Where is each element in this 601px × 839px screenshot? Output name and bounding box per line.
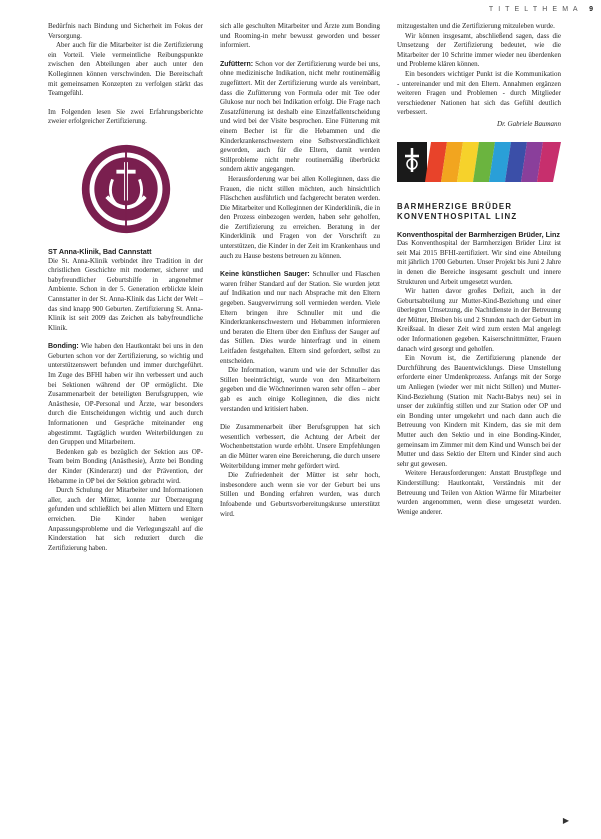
paragraph: Die Information, warum und wie der Schnuller das Stillen beeinträchtigt, wurde von den Mitarbeitern gegeben und die Wöchnerinnen waren sehr offen – aber gab es auch einige Kolleginnen, die dies nicht verstanden und kritisiert haben.	[220, 366, 380, 413]
paragraph: Weitere Herausforderungen: Anstatt Brustpflege und Kinderstillung: Hautkontakt, Verständnis mit der Betreuung und Teilen von Aktion Wärme für Mitarbeiter wurden angenommen, wenn diese umgesetzt wurden. Wenige anderer.	[397, 469, 561, 516]
brand-mark	[397, 142, 561, 192]
lead-in: Keine künstlichen Sauger:	[220, 271, 310, 279]
paragraph: Die St. Anna-Klinik verbindet ihre Tradition in der christlichen Geschichte mit moderner, sicherer und babyfreundlicher Geburtshilfe in angenehmer Ambiente. Schon in der 5. Generation erblickte klein Cannstatter in der St. Anna-Klinik das Licht der Welt – das sind knapp 900 Geburten. Zertifizierung St. Anna-Klinik ist seit 2009 das Zeichen als babyfreundliche Klinik.	[48, 256, 203, 332]
st-anna-klinik-logo	[78, 141, 174, 237]
paragraph	[220, 270, 380, 366]
section-heading: ST Anna-Klinik, Bad Cannstatt	[48, 246, 152, 256]
author-signature: Dr. Gabriele Baumann	[497, 119, 561, 128]
paragraph-text: Schnuller und Flaschen waren früher Standard auf der Station. Sie wurden jetzt auf Indikation und nur nach Absprache mit den Eltern gegeben. Saugverwirrung soll vermieden werden. Viele Eltern bringen ihre Schnuller mit und die Kinderkrankenschwestern und Hebammen informieren und beraten die Eltern über den Einfluss der Sauger auf das Stillen. Dies wurde hinterfragt und in einem Leitfaden festgehalten. Eltern sind gefordert, selbst zu entscheiden.	[220, 270, 380, 365]
paragraph: Wir können insgesamt, abschließend sagen, dass die Umsetzung der Zertifizierung bedeutet, wie die Mitarbeiter der 10 Schritte immer wieder neu überdenken und Probleme klären können.	[397, 31, 561, 69]
lead-in: Bonding:	[48, 343, 79, 351]
paragraph: sich alle geschulten Mitarbeiter und Ärzte zum Bonding und Rooming-in mehr bewusst geworden und besser informiert.	[220, 22, 380, 50]
paragraph-text: Schon vor der Zertifizierung wurde bei uns, ohne medizinische Indikation, nicht mehr routinemäßig zugefüttert. Mit der Zertifizierung wurde als vereinbart, dass die Zufütterung von Formula oder mit Tee oder Glukose nur noch bei Indikation erfolgt. Die Frage nach Zusatzfütterung ist deshalb eine Einzelfallentscheidung und wird bei der Visite besprochen. Eine Fütterung mit einem Becher ist für die Hebammen und die Kinderkrankenschwestern eine Selbstverständlichkeit geworden, auch für die Eltern, damit werden Stillprobleme nicht mehr routinemäßig überbrückt sondern aktiv angegangen.	[220, 59, 380, 174]
paragraph: Die Zufriedenheit der Mütter ist sehr hoch, insbesondere auch wenn sie vor der Geburt bei uns Stillen und Bonding erfahren wurden, was durch Infoabende und Geburtsvorbereitungskurse unterstützt wird.	[220, 471, 380, 518]
column-3	[397, 22, 561, 517]
paragraph: Bedenken gab es bezüglich der Sektion aus OP-Team beim Bonding (Anästhesie), Ärzte bei Bonding der Kinder (Kinderarzt) und der Prävention, der Hebamme in OP bei der Sektion gebracht wird.	[48, 447, 203, 485]
paragraph: Ein besonders wichtiger Punkt ist die Kommunikation - untereinander und mit den Eltern. Annahmen ergänzen weiteren Fragen und Problemen - durch Mitglieder verschiedener Nationen hat sich das Gefühl deutlich verbessert.	[397, 69, 561, 117]
barmherzige-brueder-logo	[397, 142, 561, 192]
paragraph: Durch Schulung der Mitarbeiter und Informationen aller, auch der Mütter, konnte zur Überzeugung gefunden und schließlich bei allen Müttern und Eltern erreichen. Die Kinder haben weniger Anpassungsprobleme und die Verlegungszahl auf die Kinderstation hat sich reduziert durch die Zertifizierung haben.	[48, 486, 203, 552]
continue-arrow-icon: ▶	[562, 816, 569, 825]
paragraph-text: Wie haben den Hautkontakt bei uns in den Geburten schon vor der Zertifizierung, so wichtig und unterstützenswert befunden und immer durchgeführt. Im Zuge des BFHI haben wir ihn verbessert und auch bei Sektionen während der OP ermöglicht. Die Zusammenarbeit der beteiligten Berufsgruppen, wie Anästhesie, OP-Personal und Ärzte, war besonders durch die Entscheidungen wichtig und auch durch Informationen und Gespräche miteinander eng abgestimmt. Tagtäglich wurden Weiterbildungen zu den Gruppen und Mitarbeitern.	[48, 342, 204, 447]
paragraph	[48, 342, 203, 448]
brand-line-1: BARMHERZIGE BRÜDER	[397, 201, 513, 211]
paragraph: Aber auch für die Mitarbeiter ist die Zertifizierung ein Vorteil. Viele vermeintliche Reibungspunkte zwischen den Abteilungen aber auch unter den Kolleginnen können verschwinden. Die Bereitschaft mit gemeinsamen Konzepten zu verfolgen stärkt das Teamgefühl.	[48, 41, 203, 98]
paragraph: Die Zusammenarbeit über Berufsgruppen hat sich wesentlich verbessert, die Achtung der Arbeit der Wochenbettstation wurde erhöht. Unsere Empfehlungen an die Mütter waren eine Bereicherung, die durch unsere Weiterbildung immer mehr gefördert wird.	[220, 423, 380, 470]
paragraph: Das Konventhospital der Barmherzigen Brüder Linz ist seit Mai 2015 BFHI-zertifiziert. Wir sind eine Abteilung mit jährlich 1700 Geburten. Unser Projekt bis Juni 2 Jahre in denen die Bereiche insgesamt geschult und innere Strukturen und Arbeit umgesetzt wurden.	[397, 239, 561, 286]
running-header	[489, 6, 593, 13]
paragraph: Im Folgenden lesen Sie zwei Erfahrungsberichte zweier erfolgreicher Zertifizierung.	[48, 107, 203, 126]
brand-name	[397, 202, 561, 222]
paragraph: Bedürfnis nach Bindung und Sicherheit im Fokus der Versorgung.	[48, 22, 203, 40]
paragraph: Ein Novum ist, die Zertifizierung planende der Durchführung des Bauentwicklungs. Diese Umstellung erforderte einer Umdenkprozess. Anfangs mit der Sorge um Anliegen (wieder wer mit nicht Stillen) und Mutter-Kind-Beziehung (Station mit Nacht-Babys neu) sei in unser der zukünftig stillen und zur Station oder OP und ein Bonding unter umgekehrt und nach dann auch die Betreuung von Kindern mit Kindern, das sie mit dem Mutter auch den Sektio und in eine Bonding-Kinder, gemeinsam im Zimmer mit dem Kind und Wunsch bei der Mutter und dass Sektio der Eltern und Kinder sind auch sehr gut gewesen.	[397, 354, 561, 468]
page-number: 9	[589, 6, 593, 13]
column-2	[220, 22, 380, 519]
paragraph: Wir hatten davor großes Defizit, auch in der Geburtsabteilung zur Mutter-Kind-Beziehung und einer überlegten Umsetzung, die Nachtdienste in der Betreuung der Mütter, Bleiben bis und 2 Stunden nach der Geburt im Kreißsaal. In dieser Zeit wird zum ersten Mal angelegt oder Informationen gegeben. Kaiserschnittmütter, Frauen danach wird gesorgt und geholfen.	[397, 287, 561, 353]
column-1	[48, 22, 203, 553]
paragraph: mitzugestalten und die Zertifizierung mitzuleben wurde.	[397, 22, 555, 30]
paragraph: Herausforderung war bei allen Kolleginnen, dass die Frauen, die nicht stillen möchten, auch hinsichtlich Fläschchen ausführlich und fachgerecht beraten werden. Die Mitarbeiter und Kolleginnen der Kinderklinik, die in den Prozess einbezogen werden, haben sehr geholfen, die Zertifizierung zu erreichen. Beratung in der Kinderklinik und Fragen von der Vorschrift zu unterstützen, die Kinder in der Zeit im Krankenhaus und auch zu Hause bestens betreuen zu können.	[220, 174, 380, 260]
lead-in: Zufüttern:	[220, 60, 254, 68]
brand-line-2: KONVENTHOSPITAL LINZ	[397, 211, 518, 221]
section-heading: Konventhospital der Barmherzigen Brüder, Linz	[397, 229, 560, 239]
section-title: T I T E L T H E M A	[488, 6, 580, 13]
paragraph	[220, 60, 380, 175]
